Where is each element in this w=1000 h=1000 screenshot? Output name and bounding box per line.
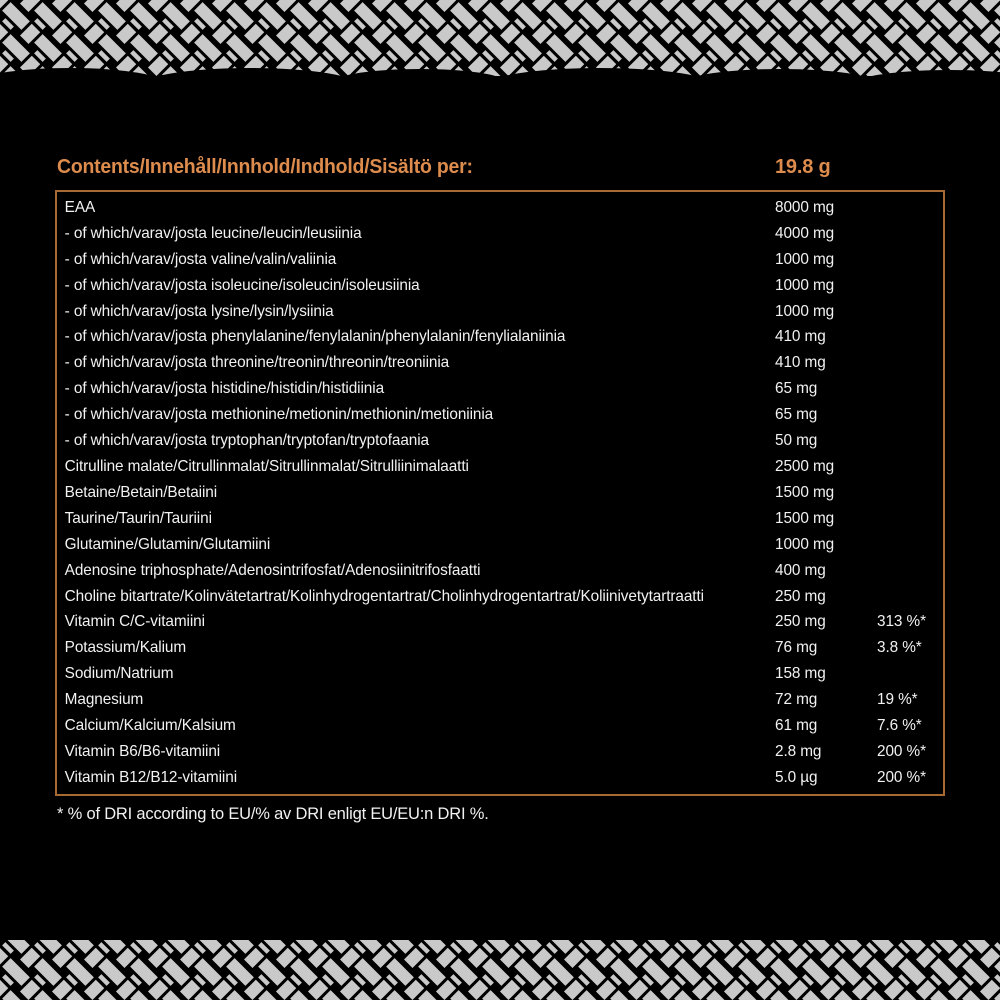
table-row [57,661,943,687]
ingredient-name: Vitamin B6/B6-vitamiini [64,742,221,760]
ingredient-amount: 410 mg [775,354,826,372]
ingredient-amount: 2.8 mg [775,742,822,760]
ingredient-name: Taurine/Taurin/Tauriini [64,509,212,527]
table-row [57,273,943,299]
ingredient-amount: 65 mg [775,406,818,424]
ingredient-name: Sodium/Natrium [64,665,174,683]
contents-table [55,190,945,796]
table-row [57,350,943,376]
ingredient-name: - of which/varav/josta histidine/histidin/histidiinia [64,380,385,398]
ingredient-dri-percent: 200 %* [877,742,926,760]
table-row [57,428,943,454]
ingredient-name: Vitamin B12/B12-vitamiini [64,768,238,786]
ingredient-name: - of which/varav/josta isoleucine/isoleucin/isoleusiinia [64,276,420,294]
ingredient-amount: 1000 mg [775,276,835,294]
ingredient-name: Betaine/Betain/Betaiini [64,483,218,501]
ingredient-name: - of which/varav/josta phenylalanine/fenylalanin/phenylalanin/fenylialaniinia [64,328,566,346]
ingredient-name: Calcium/Kalcium/Kalsium [64,717,236,735]
table-row [57,635,943,661]
table-row [57,325,943,351]
ingredient-amount: 250 mg [775,587,826,605]
ingredient-amount: 65 mg [775,380,818,398]
ingredient-name: Potassium/Kalium [64,639,187,657]
table-row [57,195,943,221]
celtic-knot-border-bottom [0,940,1000,1000]
ingredient-name: - of which/varav/josta threonine/treonin/threonin/treoniinia [64,354,450,372]
ingredient-name: Vitamin C/C-vitamiini [64,613,205,631]
ingredient-name: - of which/varav/josta valine/valin/valiinia [64,250,337,268]
table-row [57,454,943,480]
knot-pattern-top-svg [0,0,1000,76]
ingredient-amount: 72 mg [775,691,818,709]
table-row [57,506,943,532]
table-row [57,532,943,558]
table-row [57,402,943,428]
ingredient-amount: 8000 mg [775,198,835,216]
ingredient-name: Magnesium [64,691,144,709]
ingredient-amount: 1000 mg [775,250,835,268]
serving-size-value: 19.8 g [775,156,831,178]
table-row [57,376,943,402]
ingredient-amount: 2500 mg [775,458,835,475]
ingredient-dri-percent: 7.6 %* [877,717,922,735]
table-row [57,221,943,247]
table-row [57,713,943,739]
ingredient-dri-percent: 19 %* [877,691,918,709]
ingredient-amount: 4000 mg [775,224,835,242]
table-row [57,610,943,636]
ingredient-name: Choline bitartrate/Kolinvätetartrat/Kolinhydrogentartrat/Cholinhydrogentartrat/Koliinivetytartraatti [64,587,704,605]
ingredient-name: - of which/varav/josta leucine/leucin/leusiinia [64,224,362,242]
table-row [57,247,943,273]
ingredient-amount: 50 mg [775,432,818,450]
ingredient-name: Citrulline malate/Citrullinmalat/Sitrullinmalat/Sitrulliinimalaatti [64,458,469,475]
ingredient-amount: 250 mg [775,613,826,631]
ingredient-name: - of which/varav/josta methionine/metionin/methionin/metioniinia [64,406,494,424]
ingredient-name: EAA [64,198,96,216]
ingredient-amount: 1000 mg [775,535,835,553]
knot-pattern-bottom-svg [0,940,1000,1000]
ingredient-amount: 1000 mg [775,302,835,320]
ingredient-amount: 61 mg [775,717,818,735]
ingredient-amount: 400 mg [775,561,826,579]
ingredient-dri-percent: 200 %* [877,768,926,786]
ingredient-dri-percent: 3.8 %* [877,639,922,657]
ingredient-name: Glutamine/Glutamin/Glutamiini [64,535,271,553]
table-row [57,739,943,765]
dri-footnote: * % of DRI according to EU/% av DRI enligt EU/EU:n DRI %. [57,804,489,823]
table-row [57,687,943,713]
ingredient-amount: 1500 mg [775,509,835,527]
table-row [57,558,943,584]
ingredient-amount: 158 mg [775,665,826,683]
contents-header [55,156,945,182]
ingredient-amount: 76 mg [775,639,818,657]
ingredient-name: - of which/varav/josta tryptophan/tryptofan/tryptofaania [64,432,430,450]
ingredient-name: - of which/varav/josta lysine/lysin/lysiinia [64,302,334,320]
ingredient-amount: 410 mg [775,328,826,346]
ingredient-amount: 1500 mg [775,483,835,501]
ingredient-dri-percent: 313 %* [877,613,926,631]
table-row [57,480,943,506]
table-row [57,584,943,610]
table-row [57,765,943,791]
table-row [57,299,943,325]
ingredient-amount: 5.0 µg [775,768,818,786]
celtic-knot-border-top [0,0,1000,76]
contents-title: Contents/Innehåll/Innhold/Indhold/Sisältö per: [57,156,473,178]
ingredient-name: Adenosine triphosphate/Adenosintrifosfat/Adenosiinitrifosfaatti [64,561,481,579]
